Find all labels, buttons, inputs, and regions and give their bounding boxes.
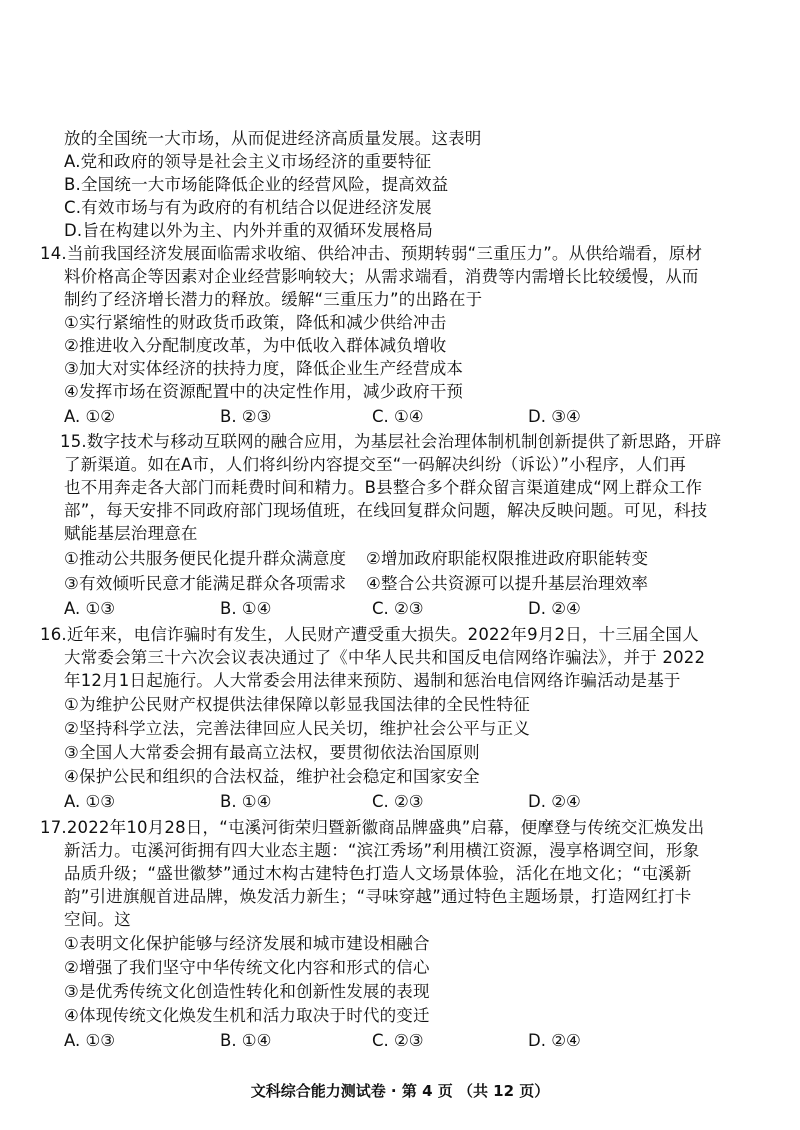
q13-option-b: B.全国统一大市场能降低企业的经营风险，提高效益 — [64, 175, 449, 194]
q14-item-2: ②推进收入分配制度改革，为中低收入群体减负增收 — [64, 336, 447, 355]
q15-choice-a: A. ①③ — [64, 599, 116, 618]
q14-choice-c: C. ①④ — [372, 407, 424, 426]
q15-choice-c: C. ②③ — [372, 599, 424, 618]
q17-choice-a: A. ①③ — [64, 1031, 116, 1050]
q17-stem-line: 新活力。屯溪河街拥有四大业态主题：“滨江秀场”利用横江资源，漫享格调空间，形象 — [64, 841, 700, 860]
q14-stem-line: 制约了经济增长潜力的释放。缓解“三重压力”的出路在于 — [64, 290, 483, 309]
q13-option-a: A.党和政府的领导是社会主义市场经济的重要特征 — [64, 152, 432, 171]
q17-item-1: ①表明文化保护能够与经济发展和城市建设相融合 — [64, 934, 430, 953]
q17-stem-line: 空间。这 — [64, 910, 131, 929]
q16-choice-a: A. ①③ — [64, 792, 116, 811]
q15-choice-d: D. ②④ — [528, 599, 581, 618]
q13-stem-line: 放的全国统一大市场，从而促进经济高质量发展。这表明 — [64, 129, 482, 148]
q15-stem-line: 15.数字技术与移动互联网的融合应用，为基层社会治理体制机制创新提供了新思路，开辟 — [60, 432, 722, 451]
q17-stem-line: 品质升级；“盛世徽梦”通过木构古建特色打造人文场景体验，活化在地文化；“屯溪新 — [64, 864, 692, 883]
q16-item-4: ④保护公民和组织的合法权益，维护社会稳定和国家安全 — [64, 767, 480, 786]
q16-stem-line: 16.近年来，电信诈骗时有发生，人民财产遭受重大损失。2022年9月2日，十三届全国人 — [40, 625, 699, 644]
q17-choice-c: C. ②③ — [372, 1031, 424, 1050]
q15-item-3: ③有效倾听民意才能满足群众各项需求 — [64, 574, 347, 593]
q16-choice-b: B. ①④ — [220, 792, 272, 811]
q15-item-1: ①推动公共服务便民化提升群众满意度 — [64, 549, 347, 568]
q16-choice-c: C. ②③ — [372, 792, 424, 811]
q13-option-c: C.有效市场与有为政府的有机结合以促进经济发展 — [64, 198, 432, 217]
q17-choice-b: B. ①④ — [220, 1031, 272, 1050]
q17-item-2: ②增强了我们坚守中华传统文化内容和形式的信心 — [64, 958, 430, 977]
q16-item-3: ③全国人大常委会拥有最高立法权，要贯彻依法治国原则 — [64, 743, 480, 762]
q14-item-1: ①实行紧缩性的财政货币政策，降低和减少供给冲击 — [64, 313, 447, 332]
q15-stem-line: 也不用奔走各大部门而耗费时间和精力。B县整合多个群众留言渠道建成“网上群众工作 — [64, 478, 703, 497]
q15-stem-line: 赋能基层治理意在 — [64, 524, 198, 543]
q13-option-d: D.旨在构建以外为主、内外并重的双循环发展格局 — [64, 221, 434, 240]
q16-stem-line: 大常委会第三十六次会议表决通过了《中华人民共和国反电信网络诈骗法》，并于 2022 — [64, 648, 706, 667]
q15-stem-line: 了新渠道。如在A市，人们将纠纷内容提交至“一码解决纠纷（诉讼）”小程序，人们再 — [64, 455, 686, 474]
q16-item-2: ②坚持科学立法，完善法律回应人民关切，维护社会公平与正义 — [64, 719, 530, 738]
q17-stem-line: 韵”引进旗舰首进品牌，焕发活力新生；“寻味穿越”通过特色主题场景，打造网红打卡 — [64, 887, 692, 906]
q14-choice-d: D. ③④ — [528, 407, 581, 426]
q14-item-3: ③加大对实体经济的扶持力度，降低企业生产经营成本 — [64, 359, 464, 378]
q14-stem-line: 料价格高企等因素对企业经营影响较大；从需求端看，消费等内需增长比较缓慢，从而 — [64, 267, 699, 286]
q15-item-4: ④整合公共资源可以提升基层治理效率 — [366, 574, 649, 593]
q17-stem-line: 17.2022年10月28日，“屯溪河街荣归暨新徽商品牌盛典”启幕，便摩登与传统交汇焕发出 — [40, 818, 705, 837]
q14-choice-a: A. ①② — [64, 407, 116, 426]
q17-item-4: ④体现传统文化焕发生机和活力取决于时代的变迁 — [64, 1006, 430, 1025]
q15-item-2: ②增加政府职能权限推进政府职能转变 — [366, 549, 649, 568]
q15-stem-line: 部”，每天安排不同政府部门现场值班，在线回复群众问题，解决反映问题。可见，科技 — [64, 501, 708, 520]
q14-item-4: ④发挥市场在资源配置中的决定性作用，减少政府干预 — [64, 382, 464, 401]
q16-stem-line: 年12月1日起施行。人大常委会用法律来预防、遏制和惩治电信网络诈骗活动是基于 — [64, 671, 681, 690]
q17-choice-d: D. ②④ — [528, 1031, 581, 1050]
q17-item-3: ③是优秀传统文化创造性转化和创新性发展的表现 — [64, 982, 430, 1001]
q14-choice-b: B. ②③ — [220, 407, 272, 426]
q16-item-1: ①为维护公民财产权提供法律保障以彰显我国法律的全民性特征 — [64, 695, 530, 714]
q15-choice-b: B. ①④ — [220, 599, 272, 618]
q14-stem-line: 14.当前我国经济发展面临需求收缩、供给冲击、预期转弱“三重压力”。从供给端看，原材 — [40, 244, 703, 263]
page-footer: 文科综合能力测试卷 · 第 4 页 （共 12 页） — [250, 1082, 550, 1100]
q16-choice-d: D. ②④ — [528, 792, 581, 811]
